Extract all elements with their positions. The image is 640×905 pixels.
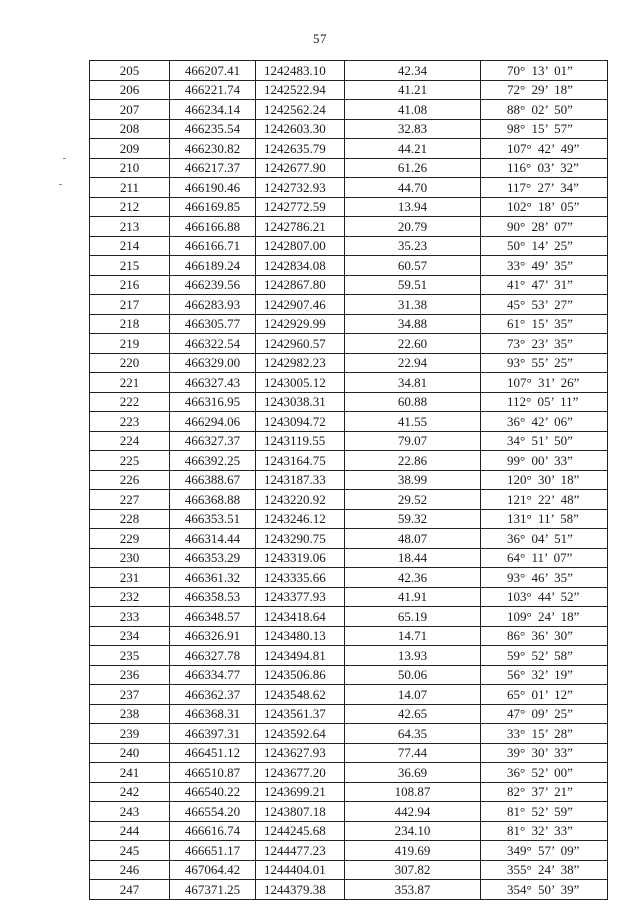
direction-angle-cell: 99° 00’ 33” [481, 451, 608, 471]
y-coordinate-cell: 1242483.10 [256, 61, 345, 81]
direction-angle-cell: 102° 18’ 05” [481, 197, 608, 217]
segment-length-cell: 50.06 [345, 665, 481, 685]
scan-artifact-mark [59, 184, 62, 185]
point-number-cell: 220 [90, 353, 170, 373]
segment-length-cell: 41.91 [345, 587, 481, 607]
segment-length-cell: 42.34 [345, 61, 481, 81]
direction-angle-cell: 120° 30’ 18” [481, 470, 608, 490]
y-coordinate-cell: 1243699.21 [256, 782, 345, 802]
direction-angle-cell: 81° 52’ 59” [481, 802, 608, 822]
table-row [90, 412, 608, 432]
y-coordinate-cell: 1243627.93 [256, 743, 345, 763]
segment-length-cell: 60.88 [345, 392, 481, 412]
direction-angle-cell: 59° 52’ 58” [481, 646, 608, 666]
y-coordinate-cell: 1242603.30 [256, 119, 345, 139]
y-coordinate-cell: 1243561.37 [256, 704, 345, 724]
point-number-cell: 241 [90, 763, 170, 783]
point-number-cell: 219 [90, 334, 170, 354]
segment-length-cell: 22.60 [345, 334, 481, 354]
x-coordinate-cell: 466207.41 [170, 61, 256, 81]
direction-angle-cell: 117° 27’ 34” [481, 178, 608, 198]
point-number-cell: 247 [90, 880, 170, 900]
y-coordinate-cell: 1243377.93 [256, 587, 345, 607]
x-coordinate-cell: 466239.56 [170, 275, 256, 295]
table-row [90, 217, 608, 237]
segment-length-cell: 20.79 [345, 217, 481, 237]
coordinates-table-body [90, 61, 608, 900]
segment-length-cell: 41.21 [345, 80, 481, 100]
y-coordinate-cell: 1243094.72 [256, 412, 345, 432]
y-coordinate-cell: 1242732.93 [256, 178, 345, 198]
y-coordinate-cell: 1244245.68 [256, 821, 345, 841]
direction-angle-cell: 88° 02’ 50” [481, 100, 608, 120]
y-coordinate-cell: 1243246.12 [256, 509, 345, 529]
point-number-cell: 214 [90, 236, 170, 256]
point-number-cell: 225 [90, 451, 170, 471]
segment-length-cell: 77.44 [345, 743, 481, 763]
table-row [90, 314, 608, 334]
direction-angle-cell: 36° 52’ 00” [481, 763, 608, 783]
x-coordinate-cell: 466327.78 [170, 646, 256, 666]
direction-angle-cell: 98° 15’ 57” [481, 119, 608, 139]
x-coordinate-cell: 466388.67 [170, 470, 256, 490]
segment-length-cell: 35.23 [345, 236, 481, 256]
direction-angle-cell: 47° 09’ 25” [481, 704, 608, 724]
table-row [90, 587, 608, 607]
y-coordinate-cell: 1244379.38 [256, 880, 345, 900]
segment-length-cell: 22.86 [345, 451, 481, 471]
segment-length-cell: 36.69 [345, 763, 481, 783]
point-number-cell: 240 [90, 743, 170, 763]
x-coordinate-cell: 466368.31 [170, 704, 256, 724]
y-coordinate-cell: 1243119.55 [256, 431, 345, 451]
x-coordinate-cell: 466651.17 [170, 841, 256, 861]
y-coordinate-cell: 1243677.20 [256, 763, 345, 783]
table-row [90, 275, 608, 295]
segment-length-cell: 442.94 [345, 802, 481, 822]
table-row [90, 568, 608, 588]
direction-angle-cell: 90° 28’ 07” [481, 217, 608, 237]
y-coordinate-cell: 1243480.13 [256, 626, 345, 646]
x-coordinate-cell: 466217.37 [170, 158, 256, 178]
y-coordinate-cell: 1244404.01 [256, 860, 345, 880]
x-coordinate-cell: 467371.25 [170, 880, 256, 900]
segment-length-cell: 34.81 [345, 373, 481, 393]
y-coordinate-cell: 1243807.18 [256, 802, 345, 822]
segment-length-cell: 38.99 [345, 470, 481, 490]
x-coordinate-cell: 466554.20 [170, 802, 256, 822]
x-coordinate-cell: 466327.37 [170, 431, 256, 451]
x-coordinate-cell: 466353.29 [170, 548, 256, 568]
x-coordinate-cell: 466169.85 [170, 197, 256, 217]
y-coordinate-cell: 1243038.31 [256, 392, 345, 412]
direction-angle-cell: 34° 51’ 50” [481, 431, 608, 451]
table-row [90, 197, 608, 217]
table-row [90, 392, 608, 412]
direction-angle-cell: 93° 55’ 25” [481, 353, 608, 373]
table-row [90, 61, 608, 81]
x-coordinate-cell: 466362.37 [170, 685, 256, 705]
x-coordinate-cell: 466230.82 [170, 139, 256, 159]
direction-angle-cell: 112° 05’ 11” [481, 392, 608, 412]
y-coordinate-cell: 1242867.80 [256, 275, 345, 295]
table-row [90, 139, 608, 159]
table-row [90, 743, 608, 763]
x-coordinate-cell: 466326.91 [170, 626, 256, 646]
direction-angle-cell: 116° 03’ 32” [481, 158, 608, 178]
direction-angle-cell: 354° 50’ 39” [481, 880, 608, 900]
segment-length-cell: 29.52 [345, 490, 481, 510]
segment-length-cell: 31.38 [345, 295, 481, 315]
y-coordinate-cell: 1243164.75 [256, 451, 345, 471]
point-number-cell: 233 [90, 607, 170, 627]
direction-angle-cell: 61° 15’ 35” [481, 314, 608, 334]
y-coordinate-cell: 1242635.79 [256, 139, 345, 159]
table-row [90, 334, 608, 354]
y-coordinate-cell: 1242772.59 [256, 197, 345, 217]
table-row [90, 548, 608, 568]
direction-angle-cell: 33° 15’ 28” [481, 724, 608, 744]
table-row [90, 841, 608, 861]
x-coordinate-cell: 466189.24 [170, 256, 256, 276]
direction-angle-cell: 72° 29’ 18” [481, 80, 608, 100]
x-coordinate-cell: 466166.71 [170, 236, 256, 256]
point-number-cell: 230 [90, 548, 170, 568]
point-number-cell: 228 [90, 509, 170, 529]
point-number-cell: 235 [90, 646, 170, 666]
segment-length-cell: 59.51 [345, 275, 481, 295]
x-coordinate-cell: 466510.87 [170, 763, 256, 783]
table-row [90, 80, 608, 100]
point-number-cell: 218 [90, 314, 170, 334]
x-coordinate-cell: 466327.43 [170, 373, 256, 393]
y-coordinate-cell: 1243220.92 [256, 490, 345, 510]
point-number-cell: 208 [90, 119, 170, 139]
point-number-cell: 229 [90, 529, 170, 549]
y-coordinate-cell: 1243506.86 [256, 665, 345, 685]
table-row [90, 373, 608, 393]
y-coordinate-cell: 1242786.21 [256, 217, 345, 237]
y-coordinate-cell: 1242982.23 [256, 353, 345, 373]
x-coordinate-cell: 466540.22 [170, 782, 256, 802]
table-row [90, 607, 608, 627]
table-row [90, 860, 608, 880]
x-coordinate-cell: 466361.32 [170, 568, 256, 588]
direction-angle-cell: 45° 53’ 27” [481, 295, 608, 315]
y-coordinate-cell: 1242562.24 [256, 100, 345, 120]
segment-length-cell: 44.21 [345, 139, 481, 159]
point-number-cell: 237 [90, 685, 170, 705]
direction-angle-cell: 70° 13’ 01” [481, 61, 608, 81]
x-coordinate-cell: 466616.74 [170, 821, 256, 841]
y-coordinate-cell: 1243335.66 [256, 568, 345, 588]
segment-length-cell: 60.57 [345, 256, 481, 276]
table-row [90, 236, 608, 256]
direction-angle-cell: 73° 23’ 35” [481, 334, 608, 354]
direction-angle-cell: 82° 37’ 21” [481, 782, 608, 802]
table-row [90, 256, 608, 276]
table-row [90, 685, 608, 705]
table-row [90, 490, 608, 510]
x-coordinate-cell: 467064.42 [170, 860, 256, 880]
point-number-cell: 236 [90, 665, 170, 685]
x-coordinate-cell: 466392.25 [170, 451, 256, 471]
point-number-cell: 227 [90, 490, 170, 510]
table-row [90, 626, 608, 646]
page-number: 57 [313, 31, 327, 46]
y-coordinate-cell: 1243494.81 [256, 646, 345, 666]
point-number-cell: 243 [90, 802, 170, 822]
segment-length-cell: 14.07 [345, 685, 481, 705]
point-number-cell: 234 [90, 626, 170, 646]
point-number-cell: 207 [90, 100, 170, 120]
point-number-cell: 221 [90, 373, 170, 393]
point-number-cell: 205 [90, 61, 170, 81]
y-coordinate-cell: 1242960.57 [256, 334, 345, 354]
segment-length-cell: 14.71 [345, 626, 481, 646]
table-row [90, 646, 608, 666]
segment-length-cell: 353.87 [345, 880, 481, 900]
y-coordinate-cell: 1242522.94 [256, 80, 345, 100]
table-row [90, 431, 608, 451]
direction-angle-cell: 107° 31’ 26” [481, 373, 608, 393]
point-number-cell: 223 [90, 412, 170, 432]
direction-angle-cell: 107° 42’ 49” [481, 139, 608, 159]
y-coordinate-cell: 1242677.90 [256, 158, 345, 178]
y-coordinate-cell: 1243592.64 [256, 724, 345, 744]
x-coordinate-cell: 466235.54 [170, 119, 256, 139]
segment-length-cell: 41.08 [345, 100, 481, 120]
y-coordinate-cell: 1243418.64 [256, 607, 345, 627]
table-row [90, 665, 608, 685]
segment-length-cell: 307.82 [345, 860, 481, 880]
segment-length-cell: 65.19 [345, 607, 481, 627]
x-coordinate-cell: 466283.93 [170, 295, 256, 315]
direction-angle-cell: 36° 04’ 51” [481, 529, 608, 549]
x-coordinate-cell: 466314.44 [170, 529, 256, 549]
table-row [90, 119, 608, 139]
segment-length-cell: 18.44 [345, 548, 481, 568]
segment-length-cell: 61.26 [345, 158, 481, 178]
point-number-cell: 242 [90, 782, 170, 802]
x-coordinate-cell: 466368.88 [170, 490, 256, 510]
y-coordinate-cell: 1242907.46 [256, 295, 345, 315]
point-number-cell: 216 [90, 275, 170, 295]
x-coordinate-cell: 466166.88 [170, 217, 256, 237]
direction-angle-cell: 121° 22’ 48” [481, 490, 608, 510]
scan-artifact-mark [63, 158, 66, 159]
x-coordinate-cell: 466348.57 [170, 607, 256, 627]
x-coordinate-cell: 466451.12 [170, 743, 256, 763]
segment-length-cell: 22.94 [345, 353, 481, 373]
point-number-cell: 226 [90, 470, 170, 490]
direction-angle-cell: 93° 46’ 35” [481, 568, 608, 588]
direction-angle-cell: 33° 49’ 35” [481, 256, 608, 276]
table-row [90, 100, 608, 120]
point-number-cell: 213 [90, 217, 170, 237]
table-row [90, 821, 608, 841]
y-coordinate-cell: 1242929.99 [256, 314, 345, 334]
x-coordinate-cell: 466234.14 [170, 100, 256, 120]
x-coordinate-cell: 466358.53 [170, 587, 256, 607]
point-number-cell: 231 [90, 568, 170, 588]
direction-angle-cell: 50° 14’ 25” [481, 236, 608, 256]
table-row [90, 295, 608, 315]
table-row [90, 704, 608, 724]
table-row [90, 470, 608, 490]
segment-length-cell: 34.88 [345, 314, 481, 334]
segment-length-cell: 13.93 [345, 646, 481, 666]
segment-length-cell: 234.10 [345, 821, 481, 841]
y-coordinate-cell: 1244477.23 [256, 841, 345, 861]
direction-angle-cell: 65° 01’ 12” [481, 685, 608, 705]
point-number-cell: 215 [90, 256, 170, 276]
y-coordinate-cell: 1243005.12 [256, 373, 345, 393]
direction-angle-cell: 355° 24’ 38” [481, 860, 608, 880]
table-row [90, 158, 608, 178]
x-coordinate-cell: 466305.77 [170, 314, 256, 334]
point-number-cell: 239 [90, 724, 170, 744]
point-number-cell: 210 [90, 158, 170, 178]
y-coordinate-cell: 1243290.75 [256, 529, 345, 549]
y-coordinate-cell: 1242834.08 [256, 256, 345, 276]
x-coordinate-cell: 466316.95 [170, 392, 256, 412]
table-row [90, 451, 608, 471]
segment-length-cell: 32.83 [345, 119, 481, 139]
direction-angle-cell: 36° 42’ 06” [481, 412, 608, 432]
direction-angle-cell: 131° 11’ 58” [481, 509, 608, 529]
x-coordinate-cell: 466294.06 [170, 412, 256, 432]
table-row [90, 529, 608, 549]
segment-length-cell: 59.32 [345, 509, 481, 529]
direction-angle-cell: 86° 36’ 30” [481, 626, 608, 646]
y-coordinate-cell: 1243319.06 [256, 548, 345, 568]
direction-angle-cell: 103° 44’ 52” [481, 587, 608, 607]
x-coordinate-cell: 466329.00 [170, 353, 256, 373]
point-number-cell: 209 [90, 139, 170, 159]
direction-angle-cell: 349° 57’ 09” [481, 841, 608, 861]
point-number-cell: 232 [90, 587, 170, 607]
segment-length-cell: 42.65 [345, 704, 481, 724]
segment-length-cell: 44.70 [345, 178, 481, 198]
y-coordinate-cell: 1243187.33 [256, 470, 345, 490]
segment-length-cell: 108.87 [345, 782, 481, 802]
table-row [90, 763, 608, 783]
table-row [90, 802, 608, 822]
y-coordinate-cell: 1242807.00 [256, 236, 345, 256]
table-row [90, 353, 608, 373]
x-coordinate-cell: 466322.54 [170, 334, 256, 354]
segment-length-cell: 48.07 [345, 529, 481, 549]
point-number-cell: 245 [90, 841, 170, 861]
segment-length-cell: 419.69 [345, 841, 481, 861]
x-coordinate-cell: 466190.46 [170, 178, 256, 198]
x-coordinate-cell: 466334.77 [170, 665, 256, 685]
x-coordinate-cell: 466353.51 [170, 509, 256, 529]
point-number-cell: 244 [90, 821, 170, 841]
point-number-cell: 238 [90, 704, 170, 724]
point-number-cell: 211 [90, 178, 170, 198]
point-number-cell: 224 [90, 431, 170, 451]
point-number-cell: 212 [90, 197, 170, 217]
point-number-cell: 246 [90, 860, 170, 880]
direction-angle-cell: 39° 30’ 33” [481, 743, 608, 763]
segment-length-cell: 42.36 [345, 568, 481, 588]
y-coordinate-cell: 1243548.62 [256, 685, 345, 705]
point-number-cell: 206 [90, 80, 170, 100]
segment-length-cell: 64.35 [345, 724, 481, 744]
segment-length-cell: 13.94 [345, 197, 481, 217]
table-row [90, 178, 608, 198]
direction-angle-cell: 81° 32’ 33” [481, 821, 608, 841]
segment-length-cell: 79.07 [345, 431, 481, 451]
direction-angle-cell: 56° 32’ 19” [481, 665, 608, 685]
point-number-cell: 217 [90, 295, 170, 315]
table-row [90, 782, 608, 802]
table-row [90, 724, 608, 744]
direction-angle-cell: 41° 47’ 31” [481, 275, 608, 295]
x-coordinate-cell: 466397.31 [170, 724, 256, 744]
x-coordinate-cell: 466221.74 [170, 80, 256, 100]
segment-length-cell: 41.55 [345, 412, 481, 432]
point-number-cell: 222 [90, 392, 170, 412]
table-row [90, 509, 608, 529]
direction-angle-cell: 109° 24’ 18” [481, 607, 608, 627]
coordinates-table [89, 60, 608, 900]
table-row [90, 880, 608, 900]
direction-angle-cell: 64° 11’ 07” [481, 548, 608, 568]
